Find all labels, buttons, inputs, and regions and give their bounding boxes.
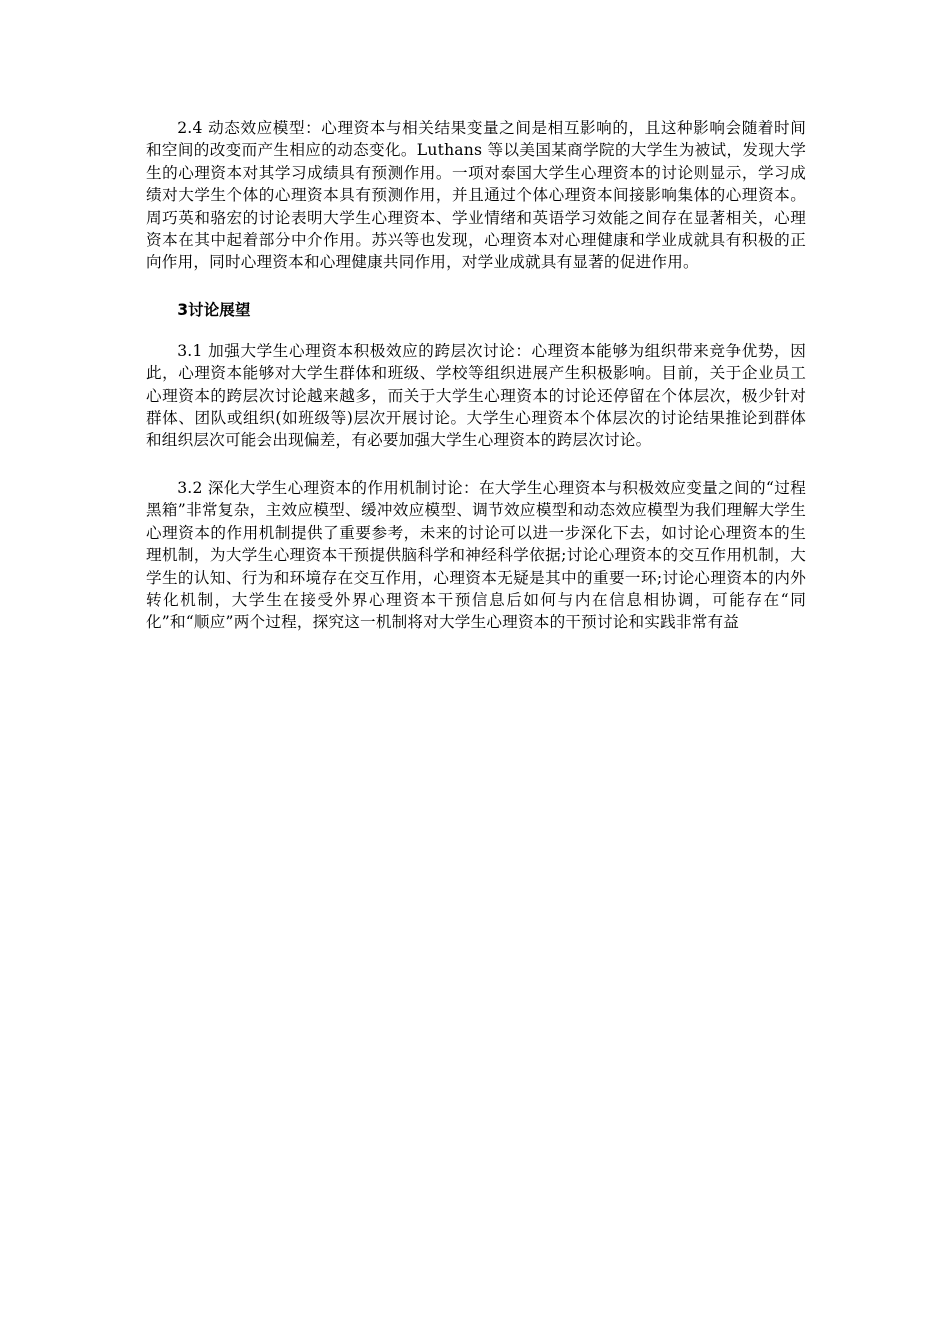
section-3-heading: 3讨论展望 xyxy=(177,300,251,319)
document-page xyxy=(146,117,806,634)
paragraph-2-4-dynamic-effect-model: 2.4 动态效应模型：心理资本与相关结果变量之间是相互影响的，且这种影响会随着时间和空间的改变而产生相应的动态变化。Luthans 等以美国某商学院的大学生为被试，发现大学生的心理资本对其学习成绩具有预测作用。一项对泰国大学生心理资本的讨论则显示，学习成绩对大学生个体的心理资本具有预测作用，并且通过个体心理资本间接影响集体的心理资本。周巧英和骆宏的讨论表明大学生心理资本、学业情绪和英语学习效能之间存在显著相关，心理资本在其中起着部分中介作用。苏兴等也发现，心理资本对心理健康和学业成就具有积极的正向作用，同时心理资本和心理健康共同作用，对学业成就具有显著的促进作用。 xyxy=(146,119,806,272)
paragraph-3-1-cross-level-discussion: 3.1 加强大学生心理资本积极效应的跨层次讨论：心理资本能够为组织带来竞争优势，因此，心理资本能够对大学生群体和班级、学校等组织进展产生积极影响。目前，关于企业员工心理资本的跨层次讨论越来越多，而关于大学生心理资本的讨论还停留在个体层次，极少针对群体、团队或组织(如班级等)层次开展讨论。大学生心理资本个体层次的讨论结果推论到群体和组织层次可能会出现偏差，有必要加强大学生心理资本的跨层次讨论。 xyxy=(146,341,806,450)
paragraph-3-2-mechanism-discussion: 3.2 深化大学生心理资本的作用机制讨论：在大学生心理资本与积极效应变量之间的“过程黑箱”非常复杂，主效应模型、缓冲效应模型、调节效应模型和动态效应模型为我们理解大学生心理资本的作用机制提供了重要参考，未来的讨论可以进一步深化下去，如讨论心理资本的生理机制，为大学生心理资本干预提供脑科学和神经科学依据;讨论心理资本的交互作用机制，大学生的认知、行为和环境存在交互作用，心理资本无疑是其中的重要一环;讨论心理资本的内外转化机制，大学生在接受外界心理资本干预信息后如何与内在信息相协调，可能存在“同化”和“顺应”两个过程，探究这一机制将对大学生心理资本的干预讨论和实践非常有益 xyxy=(146,478,806,632)
